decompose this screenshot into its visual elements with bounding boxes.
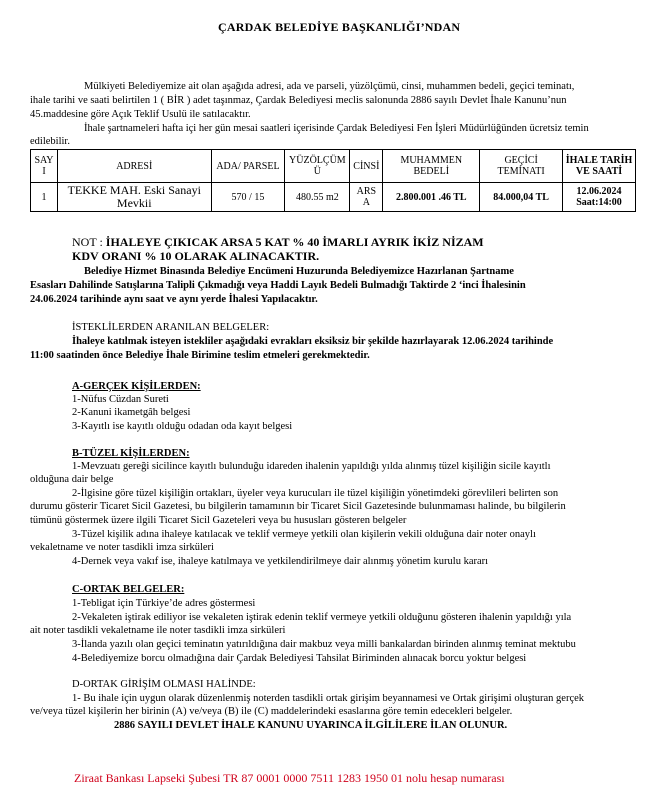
header-cell: İHALE TARİH VE SAATİ (563, 150, 636, 183)
closing-statement: 2886 SAYILI DEVLET İHALE KANUNU UYARINCA İLGİLİLERE İLAN OLUNUR. (114, 720, 508, 731)
requirements-line: İhaleye katılmak isteyen istekliler aşağıdaki evrakları eksiksiz bir şekilde hazırlayarak 12.06.2024 tarihinde (72, 336, 554, 347)
header-cell: YÜZÖLÇÜM Ü (285, 150, 350, 183)
section-b-line: olduğuna dair belge (30, 474, 114, 485)
section-b-line: 4-Dernek veya vakıf ise, ihaleye katılmaya ve yetkilendirilmeye dair alınmış yönetim kurulu kararı (72, 556, 489, 567)
header-cell: SAY I (31, 150, 58, 183)
section-a-item: 3-Kayıtlı ise kayıtlı olduğu odadan oda kayıt belgesi (72, 421, 293, 432)
cell-parcel: 570 / 15 (211, 183, 285, 212)
section-b-line: durumu gösterir Ticaret Sicil Gazetesi, bu bilgilerin tamamının bir Ticaret Sicil Gazetesinde bulunmaması halinde, bu bilgilerin (30, 501, 566, 512)
section-d-heading: D-ORTAK GİRİŞİM OLMASI HALİNDE: (72, 679, 256, 690)
note-text: İHALEYE ÇIKICAK ARSA 5 KAT % 40 İMARLI AYRIK İKİZ NİZAM (105, 235, 484, 249)
section-b-line: 3-Tüzel kişilik adına ihaleye katılacak ve teklif vermeye yetkili olan kişilerin vekili olduğuna dair noter onaylı (72, 529, 536, 540)
table-header-row (31, 150, 636, 183)
section-b-line: 2-İlgisine göre tüzel kişiliğin ortakları, üyeler veya kurucuları ile tüzel kişiliğin yönetimdeki görevlileri belirten son (72, 488, 559, 499)
section-b-line: tümünü göstermek üzere ilgili Ticaret Sicil Gazeteleri veya bu hususları gösteren belgeler (30, 515, 407, 526)
intro-line: ihale tarihi ve saati belirtilen 1 ( BİR ) adet taşınmaz, Çardak Belediyesi meclis salonunda 2886 sayılı Devlet İhale Kanunu’nun (30, 95, 567, 106)
section-b-line: 1-Mevzuatı gereği sicilince kayıtlı bulunduğu idareden ihalenin yapıldığı yılda alınmış tüzel kişiliğin sicile kayıtlı (72, 461, 551, 472)
header-cell: GEÇİCİ TEMİNATI (480, 150, 563, 183)
intro-line: İhale şartnameleri hafta içi her gün mesai saatleri içerisinde Çardak Belediyesi Fen İşleri Müdürlüğünden ücretsiz temin (84, 123, 589, 134)
cell-no: 1 (31, 183, 58, 212)
cell-address: TEKKE MAH. Eski Sanayi Mevkii (57, 183, 211, 212)
section-d-line: ve/veya tüzel kişilerin her birinin (A) ve/veya (B) ile (C) maddelerindeki esaslarına göre temin edecekleri belgeler. (30, 706, 513, 717)
table-row (31, 183, 636, 212)
section-c-line: 3-İlanda yazılı olan geçici teminatın yatırıldığına dair makbuz veya milli bankalardan birinden alınmış teminat mektubu (72, 639, 576, 650)
header-cell: ADA/ PARSEL (211, 150, 285, 183)
section-a-item: 2-Kanuni ikametgâh belgesi (72, 407, 191, 418)
intro-line: Mülkiyeti Belediyemize ait olan aşağıda adresi, ada ve parseli, yüzölçümü, cinsi, muhammen bedeli, geçici teminatı, (84, 81, 575, 92)
note-line-1 (72, 236, 484, 249)
section-a-item: 1-Nüfus Cüzdan Sureti (72, 394, 169, 405)
cell-deposit: 84.000,04 TL (480, 183, 563, 212)
bank-account-footer: Ziraat Bankası Lapseki Şubesi TR 87 0001 0000 7511 1283 1950 01 nolu hesap numarası (74, 771, 505, 785)
section-c-line: ait noter tasdikli vekaletname ile noter tasdikli imza sirküleri (30, 625, 286, 636)
note-para-line: Belediye Hizmet Binasında Belediye Encümeni Huzurunda Belediyemizce Hazırlanan Şartname (84, 266, 514, 277)
requirements-line: 11:00 saatinden önce Belediye İhale Birimine teslim etmeleri gerekmektedir. (30, 350, 370, 361)
property-table (30, 149, 636, 212)
cell-date: 12.06.2024 Saat:14:00 (563, 183, 636, 212)
intro-line: 45.maddesine göre Açık Teklif Usulü ile satılacaktır. (30, 109, 251, 120)
section-d-line: 1- Bu ihale için uygun olarak düzenlenmiş noterden tasdikli ortak girişim beyannamesi ve Ortak girişimi oluşturan gerçek (72, 693, 585, 704)
header-cell: CİNSİ (350, 150, 383, 183)
section-c-line: 2-Vekaleten iştirak ediliyor ise vekaleten iştirak edenin teklif vermeye yetkili olduğunu gösteren ihalenin yapıldığı yıla (72, 612, 572, 623)
note-label: NOT : (72, 235, 103, 249)
intro-line: edilebilir. (30, 136, 70, 147)
cell-type: ARS A (350, 183, 383, 212)
section-c-line: 1-Tebligat için Türkiye’de adres göstermesi (72, 598, 256, 609)
section-a-heading: A-GERÇEK KİŞİLERDEN: (72, 381, 201, 392)
page-title: ÇARDAK BELEDİYE BAŞKANLIĞI’NDAN (218, 20, 461, 34)
cell-price: 2.800.001 .46 TL (383, 183, 480, 212)
header-cell: MUHAMMEN BEDELİ (383, 150, 480, 183)
header-cell: ADRESİ (57, 150, 211, 183)
note-para-line: 24.06.2024 tarihinde aynı saat ve aynı yerde İhalesi Yapılacaktır. (30, 294, 318, 305)
note-line-2: KDV ORANI % 10 OLARAK ALINACAKTIR. (72, 249, 320, 263)
section-c-heading: C-ORTAK BELGELER: (72, 584, 185, 595)
requirements-heading: İSTEKLİLERDEN ARANILAN BELGELER: (72, 322, 270, 333)
cell-area: 480.55 m2 (285, 183, 350, 212)
section-b-line: vekaletname ve noter tasdikli imza sirküleri (30, 542, 214, 553)
section-b-heading: B-TÜZEL KİŞİLERDEN: (72, 448, 190, 459)
note-para-line: Esasları Dahilinde Satışlarına Talipli Çıkmadığı veya Haddi Layık Bedeli Bulmadığı Taktirde 2 ‘inci İhalesinin (30, 280, 526, 291)
section-c-line: 4-Belediyemize borcu olmadığına dair Çardak Belediyesi Tahsilat Biriminden alınacak borcu yoktur belgesi (72, 653, 527, 664)
